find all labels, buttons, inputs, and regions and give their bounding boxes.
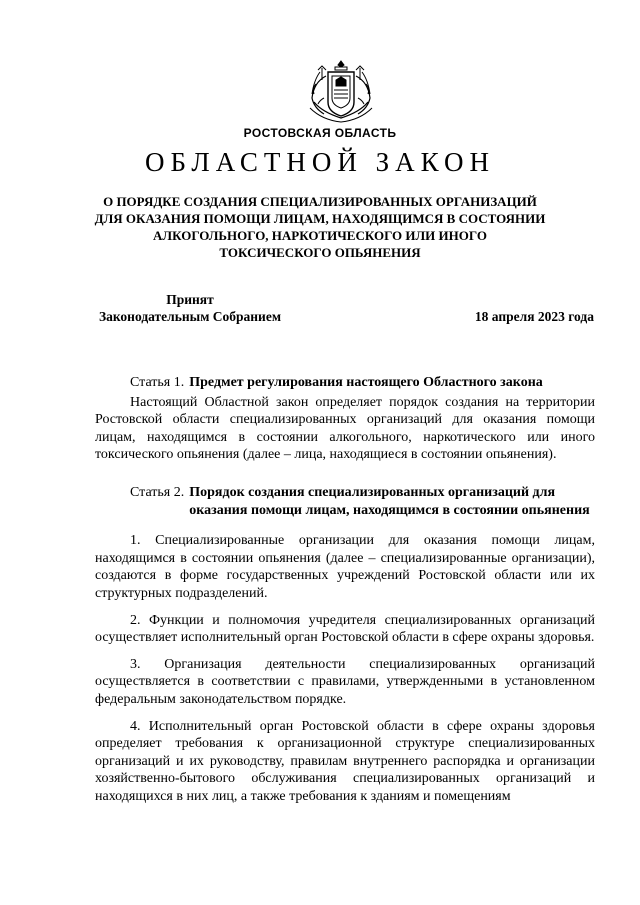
article-title: Порядок создания специализированных организаций для оказания помощи лицам, находящимся в состоянии опьянения <box>189 484 590 518</box>
law-title-line: ТОКСИЧЕСКОГО ОПЬЯНЕНИЯ <box>219 245 421 260</box>
article-title: Предмет регулирования настоящего Областного закона <box>189 375 543 390</box>
region-name: РОСТОВСКАЯ ОБЛАСТЬ <box>243 126 397 140</box>
article-2-heading <box>130 484 595 519</box>
article-paragraph: Настоящий Областной закон определяет порядок создания на территории Ростовской области специализированных организаций для оказания помощи лицам, находящимся в состоянии алкогольного, наркотического или иного токсического опьянения (далее – лица, находящиеся в состоянии опьянения). <box>95 394 595 463</box>
law-title-line: АЛКОГОЛЬНОГО, НАРКОТИЧЕСКОГО ИЛИ ИНОГО <box>153 228 487 243</box>
law-title <box>60 193 580 261</box>
adoption-body: Законодательным Собранием <box>98 309 282 324</box>
article-number: Статья 2. <box>130 484 185 500</box>
document-type: ОБЛАСТНОЙ ЗАКОН <box>145 147 495 177</box>
adoption-label: Принят <box>166 292 214 307</box>
article-1-heading <box>130 374 595 392</box>
law-title-line: О ПОРЯДКЕ СОЗДАНИЯ СПЕЦИАЛИЗИРОВАННЫХ ОРГАНИЗАЦИЙ <box>103 194 537 209</box>
article-paragraph: 2. Функции и полномочия учредителя специализированных организаций осуществляет исполнительный орган Ростовской области в сфере охраны здоровья. <box>95 612 595 646</box>
law-title-line: ДЛЯ ОКАЗАНИЯ ПОМОЩИ ЛИЦАМ, НАХОДЯЩИМСЯ В СОСТОЯНИИ <box>94 211 546 226</box>
article-paragraph: 4. Исполнительный орган Ростовской области в сфере охраны здоровья определяет требования к организационной структуре специализированных организаций и их руководству, правилам внутреннего распорядка и организации хозяйственно-бытового обслуживания специализированных организаций и находящихся в них лиц, а также требования к зданиям и помещениям <box>95 718 595 804</box>
article-number: Статья 1. <box>130 375 185 390</box>
adoption-authority <box>74 291 306 325</box>
adoption-date: 18 апреля 2023 года <box>474 309 594 324</box>
law-body <box>95 374 595 814</box>
article-paragraph: 1. Специализированные организации для оказания помощи лицам, находящимся в состоянии опьянения (далее – специализированные организации), создаются в форме государственных учреждений Ростовской области или их структурных подразделений. <box>95 533 595 601</box>
coat-of-arms-emblem <box>300 58 382 124</box>
article-paragraph: 3. Организация деятельности специализированных организаций осуществляется в соответствии с правилами, утвержденными в установленном федеральным законодательством порядке. <box>95 656 595 707</box>
